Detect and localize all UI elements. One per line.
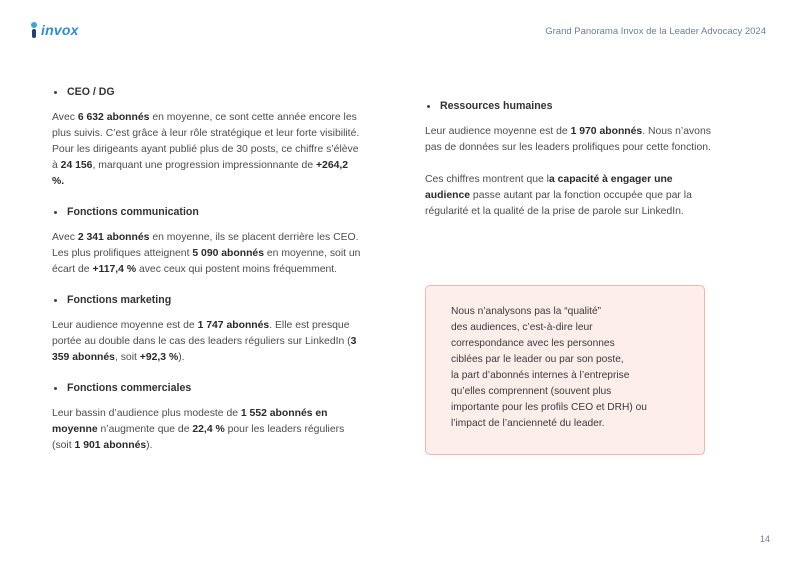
invox-logo-icon: [30, 22, 38, 38]
note-line: correspondance avec les personnes: [451, 338, 615, 349]
section-text-communication: Avec 2 341 abonnés en moyenne, ils se placent derrière les CEO. Les plus prolifiques atteignent 5 090 abonnés en moyenne, soit un écart de +117,4 % avec ceux qui postent moins fréquemment.: [52, 232, 361, 275]
section-heading-marketing: Fonctions marketing: [52, 294, 362, 306]
note-line: ciblées par le leader ou par son poste,: [451, 354, 624, 365]
section-text-hr: Leur audience moyenne est de 1 970 abonnés. Nous n’avons pas de données sur les leaders prolifiques pour cette fonction.: [425, 126, 711, 153]
section-text-marketing: Leur audience moyenne est de 1 747 abonnés. Elle est presque portée au double dans le cas des leaders réguliers sur LinkedIn (3 359 abonnés, soit +92,3 %).: [52, 320, 357, 363]
note-line: qu’elles comprennent (souvent plus: [451, 386, 612, 397]
section-text-commercial: Leur bassin d’audience plus modeste de 1 552 abonnés en moyenne n’augmente que de 22,4 % pour les leaders réguliers (soit 1 901 abonnés).: [52, 408, 345, 451]
conclusion-text: Ces chiffres montrent que la capacité à engager une audience passe autant par la fonction occupée que par la régularité et la qualité de la prise de parole sur LinkedIn.: [425, 174, 692, 217]
bullet-icon: [54, 299, 57, 302]
bullet-icon: [54, 211, 57, 214]
section-heading-ceo: CEO / DG: [52, 86, 362, 98]
section-text-ceo: Avec 6 632 abonnés en moyenne, ce sont cette année encore les plus suivis. C’est grâce à leur rôle stratégique et leur forte visibilité. Pour les dirigeants ayant publié plus de 30 posts, ce chiffre s’élève à 24 156, marquant une progression impressionnante de +264,2 %.: [52, 112, 360, 187]
invox-logo: [30, 22, 79, 38]
methodology-note-box: [425, 285, 705, 455]
section-heading-commercial: Fonctions commerciales: [52, 382, 362, 394]
document-title: Grand Panorama Invox de la Leader Advocacy 2024: [545, 26, 766, 37]
bullet-icon: [54, 387, 57, 390]
note-line: l’impact de l’ancienneté du leader.: [451, 418, 605, 429]
page-number: 14: [759, 534, 770, 544]
note-line: importante pour les profils CEO et DRH) ou: [451, 402, 647, 413]
logo-text: invox: [41, 22, 79, 38]
section-heading-hr: Ressources humaines: [425, 100, 715, 112]
right-column: [425, 100, 715, 236]
note-line: Nous n’analysons pas la “qualité”: [451, 306, 602, 317]
bullet-icon: [427, 105, 430, 108]
left-column: [52, 86, 362, 470]
bullet-icon: [54, 91, 57, 94]
section-heading-communication: Fonctions communication: [52, 206, 362, 218]
note-line: des audiences, c’est-à-dire leur: [451, 322, 593, 333]
note-line: la part d’abonnés internes à l’entreprise: [451, 370, 630, 381]
